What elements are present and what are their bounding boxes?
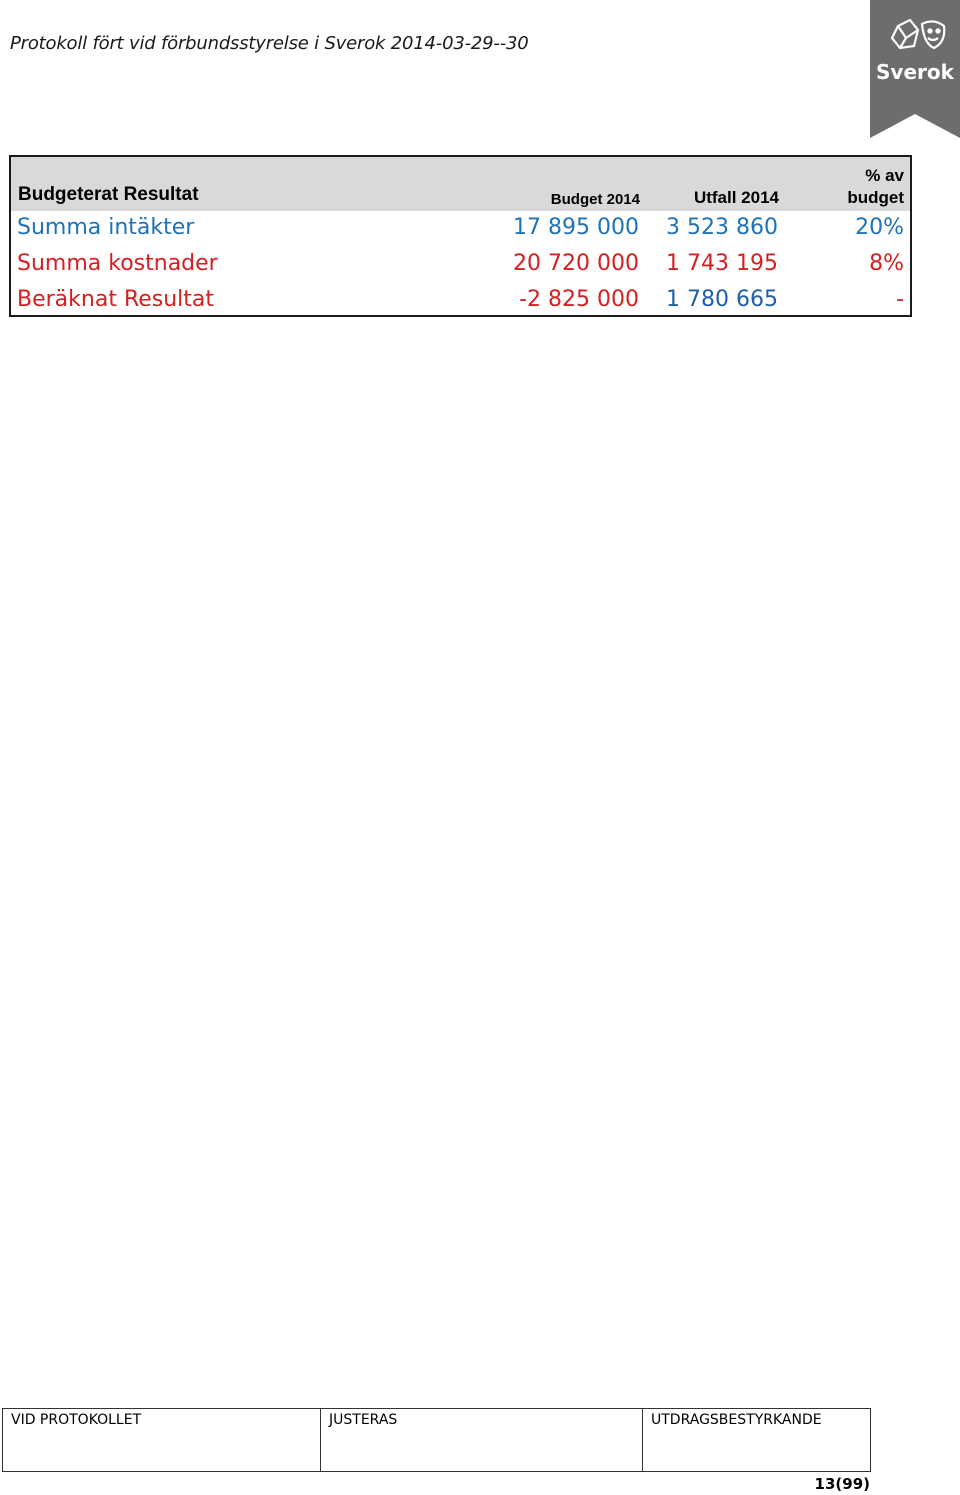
column-header-percent-line2: budget (847, 188, 904, 207)
table-row (11, 211, 910, 247)
row-budget-value: 17 895 000 (513, 215, 639, 240)
row-percent-value: 20% (855, 215, 904, 240)
row-utfall-value: 1 780 665 (666, 287, 778, 312)
footer-cell-utdragsbestyrkande: UTDRAGSBESTYRKANDE (651, 1412, 822, 1428)
table-header-row (11, 157, 910, 211)
row-label: Beräknat Resultat (17, 287, 215, 312)
column-header-percent-line1: % av (865, 166, 904, 185)
table-title: Budgeterat Resultat (18, 184, 199, 205)
row-utfall-value: 3 523 860 (666, 215, 778, 240)
row-percent-value: - (896, 287, 904, 312)
row-utfall-value: 1 743 195 (666, 251, 778, 276)
footer-cell-justeras: JUSTERAS (321, 1409, 643, 1471)
row-percent-value: 8% (869, 251, 904, 276)
sverok-logo (870, 0, 960, 138)
column-header-utfall: Utfall 2014 (693, 188, 779, 207)
row-label: Summa kostnader (17, 251, 218, 276)
table-row (11, 247, 910, 283)
row-budget-value: 20 720 000 (513, 251, 639, 276)
row-budget-value: -2 825 000 (519, 287, 639, 312)
logo-text: Sverok (876, 60, 954, 84)
budget-result-table (9, 155, 912, 317)
signature-footer-table (2, 1408, 871, 1472)
column-header-budget: Budget 2014 (550, 191, 640, 208)
page-header-title: Protokoll fört vid förbundsstyrelse i Sverok 2014-03-29--30 (10, 33, 529, 54)
column-header-percent (847, 165, 904, 209)
row-label: Summa intäkter (17, 215, 195, 240)
table-row (11, 283, 910, 319)
page-number: 13(99) (814, 1475, 870, 1493)
footer-cell-vid-protokollet: VID PROTOKOLLET (3, 1409, 321, 1471)
